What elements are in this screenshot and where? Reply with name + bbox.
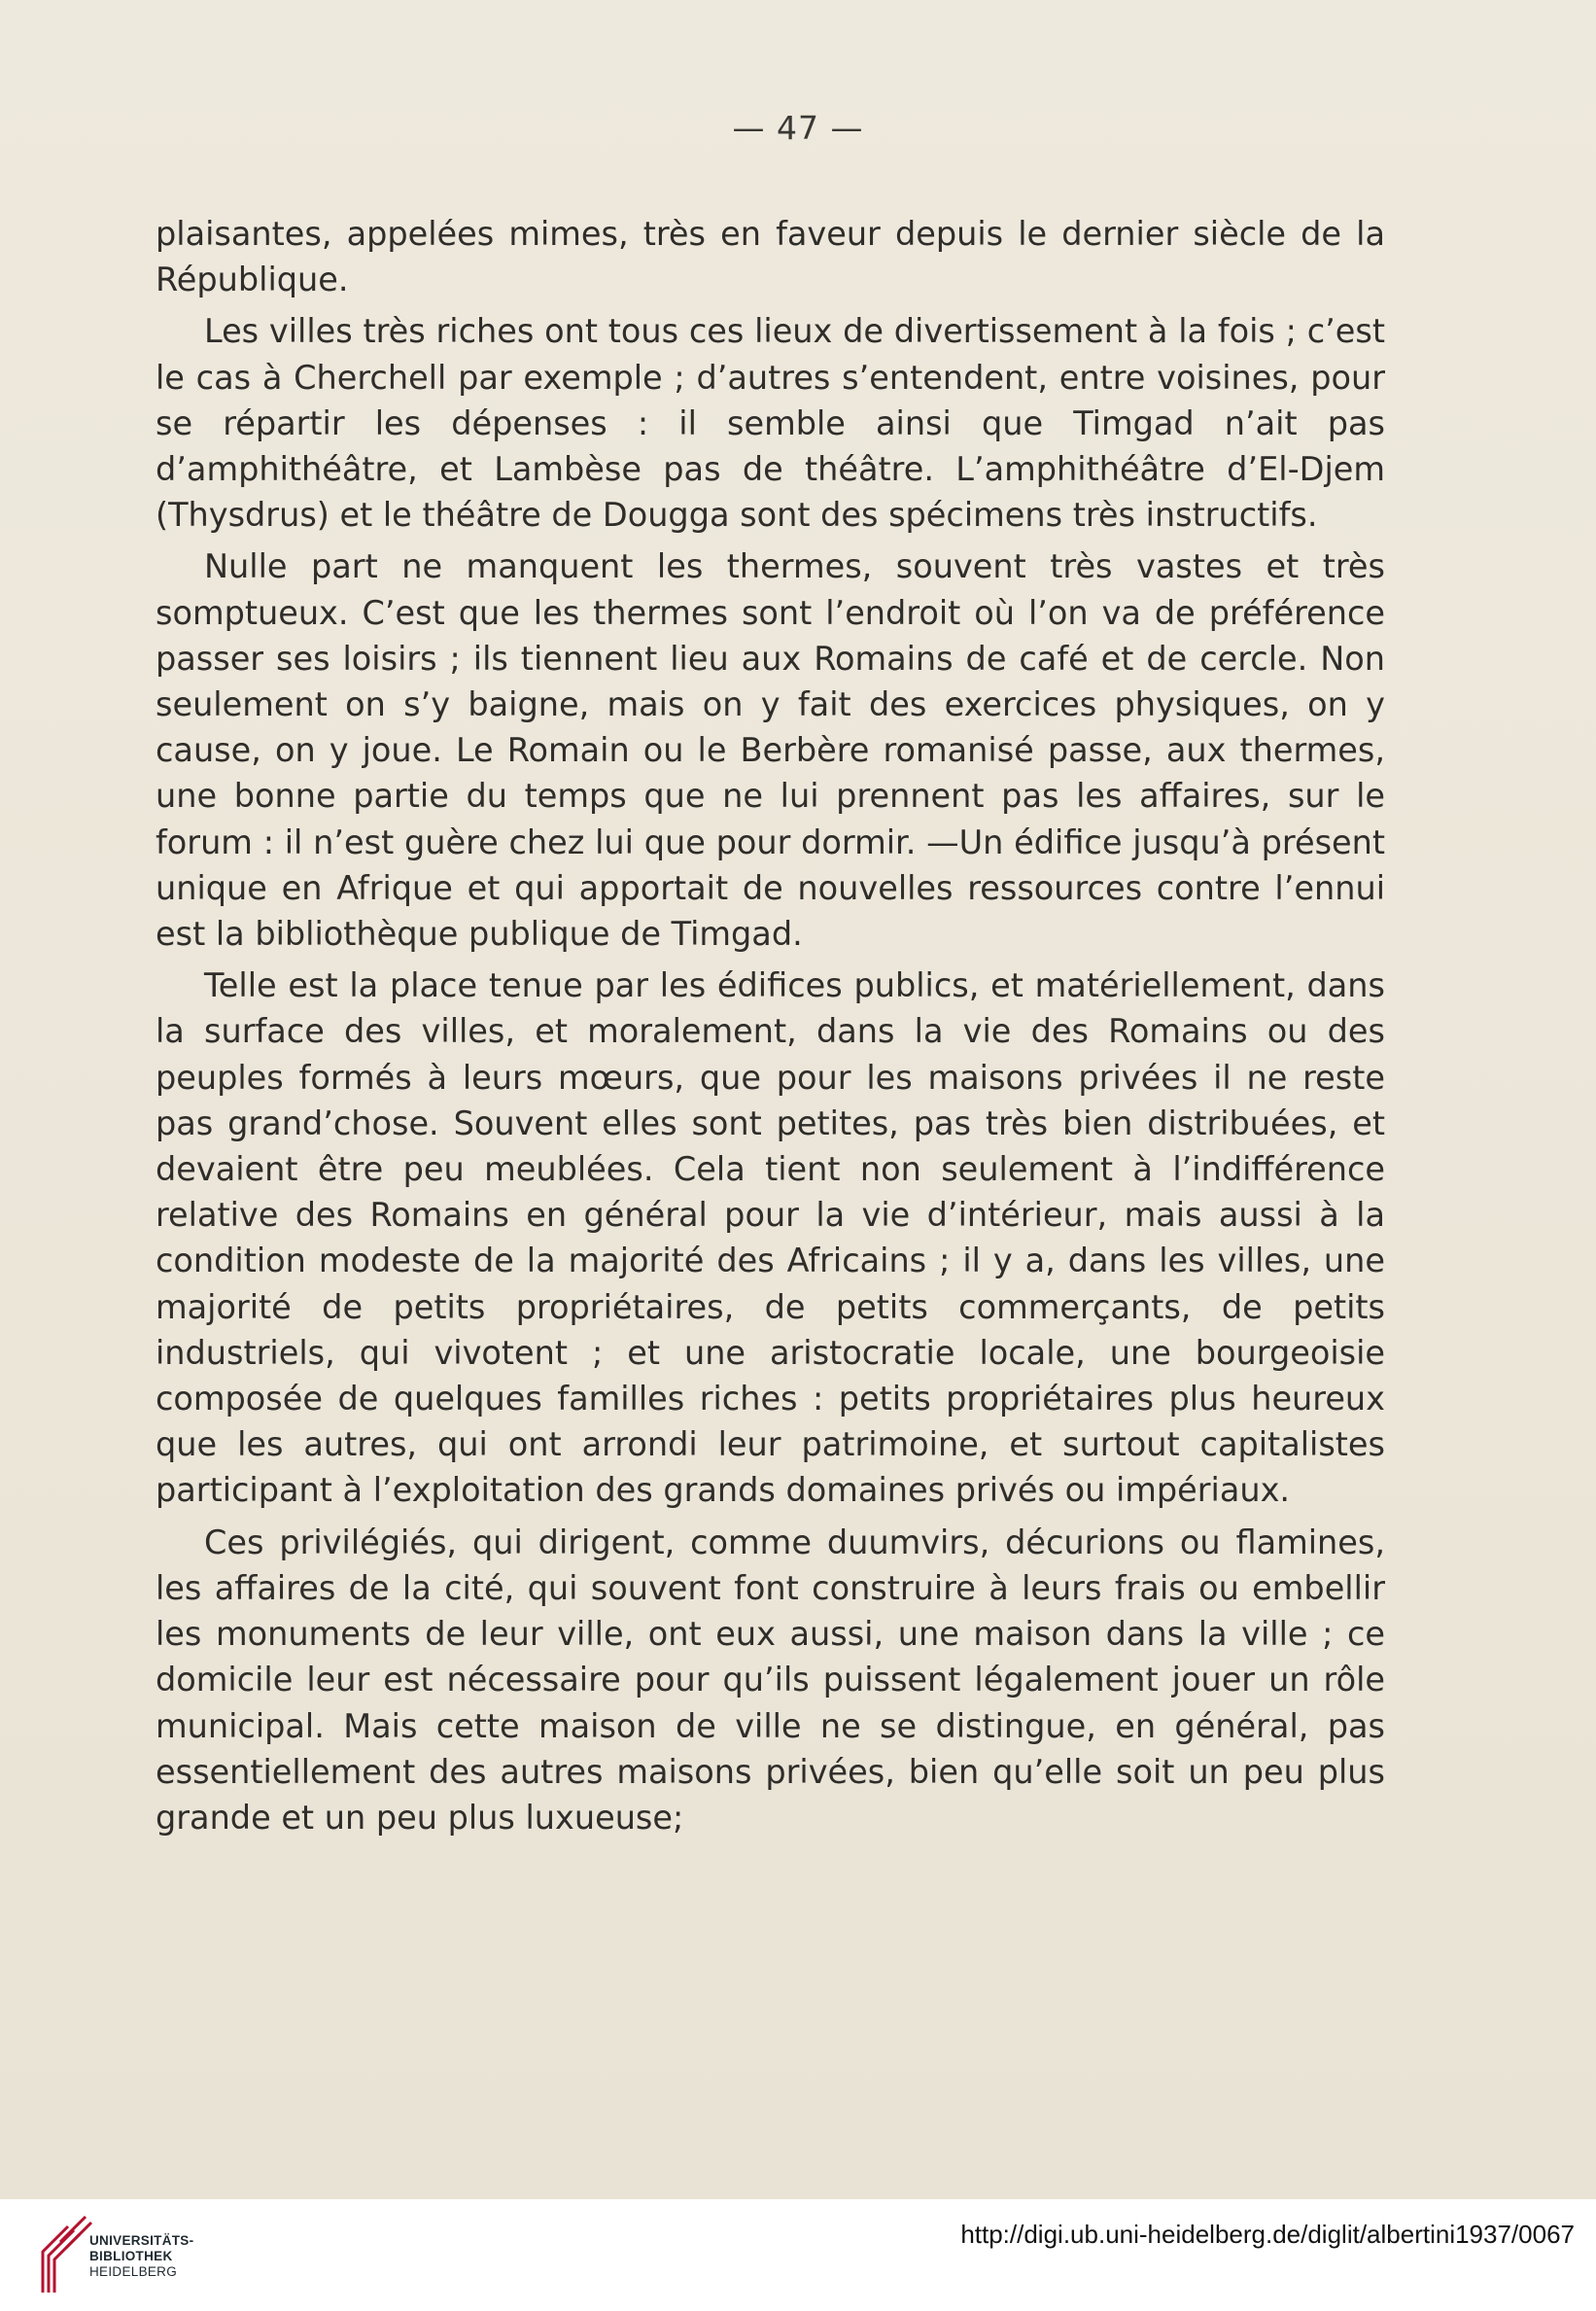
page-number: — 47 — [732,109,864,147]
heidelberg-library-logo-icon [39,2213,97,2300]
paragraph-3: Nulle part ne manquent les thermes, souvent très vastes et très somptueux. C’est que les thermes sont l’endroit où l’on va de préférence passer ses loisirs ; ils tiennent lieu aux Romains de café et de cercle. Non seulement on s’y baigne, mais on y fait des exercices physiques, on y cause, on y joue. Le Romain ou le Berbère romanisé passe, aux thermes, une bonne partie du temps que ne lui prennent pas les affaires, sur le forum : il n’est guère chez lui que pour dormir. —Un édifice jusqu’à présent unique en Afrique et qui apportait de nouvelles ressources contre l’ennui est la bibliothèque publique de Timgad. [156,547,1385,954]
paragraph-1: plaisantes, appelées mimes, très en faveur depuis le dernier siècle de la République. [156,215,1385,299]
paragraph-2: Les villes très riches ont tous ces lieux de divertissement à la fois ; c’est le cas à Cherchell par exemple ; d’autres s’entendent, entre voisines, pour se répartir les dépenses : il semble ainsi que Timgad n’ait pas d’amphithéâtre, et Lambèse pas de théâtre. L’amphithéâtre d’El-Djem (Thysdrus) et le théâtre de Dougga sont des spécimens très instructifs. [156,312,1385,535]
library-line-1: UNIVERSITÄTS- [89,2233,194,2248]
library-line-2: BIBLIOTHEK [89,2249,173,2263]
body-text [156,211,1385,1840]
library-line-3: HEIDELBERG [89,2264,178,2279]
paragraph-4: Telle est la place tenue par les édifices publics, et matériellement, dans la surface des villes, et moralement, dans la vie des Romains ou des peuples formés à leurs mœurs, que pour les maisons privées il ne reste pas grand’chose. Souvent elles sont petites, pas très bien distribuées, et devaient être peu meublées. Cela tient non seulement à l’indifférence relative des Romains en général pour la vie d’intérieur, mais aussi à la condition modeste de la majorité des Africains ; il y a, dans les villes, une majorité de petits propriétaires, de petits commerçants, de petits industriels, qui vivotent ; et une aristocratie locale, une bourgeoisie composée de quelques familles riches : petits propriétaires plus heureux que les autres, qui ont arrondi leur patrimoine, et surtout capitalistes participant à l’exploitation des grands domaines privés ou impériaux. [156,966,1385,1510]
source-url[interactable]: http://digi.ub.uni-heidelberg.de/diglit/albertini1937/0067 [960,2220,1575,2249]
footer-bar [0,2199,1596,2311]
paragraph-5: Ces privilégiés, qui dirigent, comme duumvirs, décurions ou flamines, les affaires de la cité, qui souvent font construire à leurs frais ou embellir les monuments de leur ville, ont eux aussi, une maison dans la ville ; ce domicile leur est nécessaire pour qu’ils puissent légalement jouer un rôle municipal. Mais cette maison de ville ne se distingue, en général, pas essentiellement des autres maisons privées, bien qu’elle soit un peu plus grande et un peu plus luxueuse; [156,1523,1385,1837]
library-name [89,2233,193,2280]
